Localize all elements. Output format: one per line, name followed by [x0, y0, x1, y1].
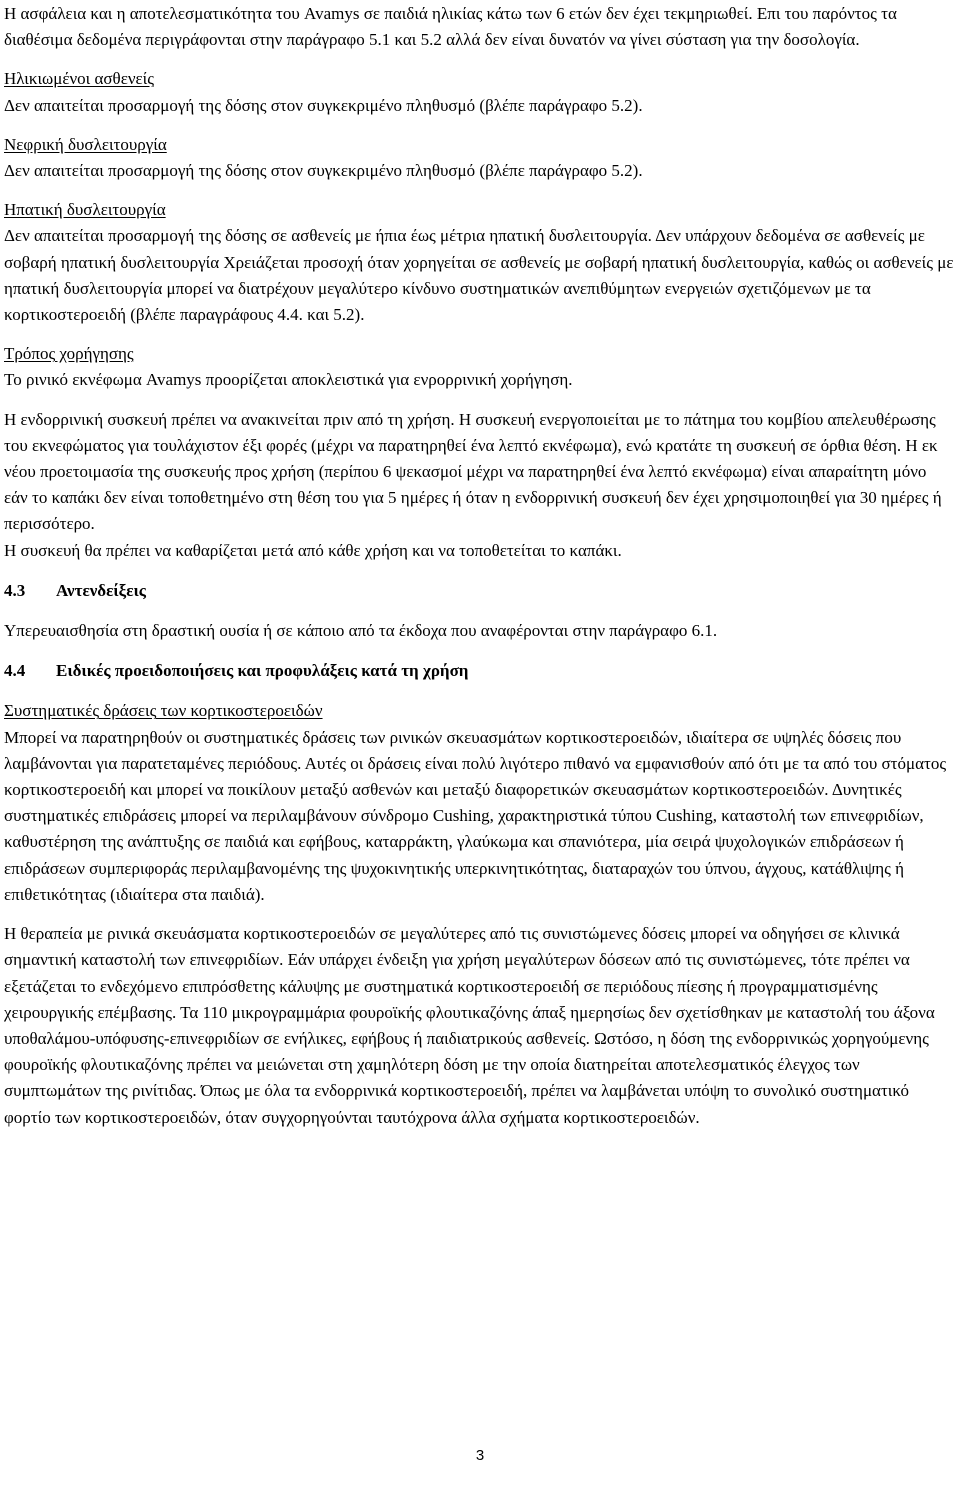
section-4-4-number: 4.4: [4, 661, 26, 681]
paragraph-device: Η ενδορρινική συσκευή πρέπει να ανακινείται πριν από τη χρήση. Η συσκευή ενεργοποιείται με το πάτημα του κομβίου απελευθέρωσης του εκνεφώματος για τουλάχιστον έξι φορές (μέχρι να παρατηρηθεί ένα λεπτό εκνέφωμα), ενώ κρατάτε τη συσκευή σε όρθια θέση. Η εκ νέου προετοιμασία της συσκευής προς χρήση (περίπου 6 ψεκασμοί μέχρι να παρατηρηθεί ένα λεπτό εκνέφωμα) είναι απαραίτητη μόνο εάν το καπάκι δεν είναι τοποθετημένο στη θέση του για 5 ημέρες ή όταν η ενδορρινική συσκευή δεν έχει χρησιμοποιηθεί για 30 ημέρες ή περισσότερο.: [4, 409, 942, 534]
heading-administration-text: Τρόπος χορήγησης: [4, 344, 134, 364]
paragraph-pediatric: Η ασφάλεια και η αποτελεσματικότητα του Avamys σε παιδιά ηλικίας κάτω των 6 ετών δεν έχει τεκμηριωθεί. Επι του παρόντος τα διαθέσιμα δεδομένα περιγράφονται στην παράγραφο 5.1 και 5.2 αλλά δεν είναι δυνατόν να γίνει σύσταση για την δοσολογία.: [4, 4, 897, 50]
paragraph-hepatic: Δεν απαιτείται προσαρμογή της δόσης σε ασθενείς με ήπια έως μέτρια ηπατική δυσλειτουργία. Δεν υπάρχουν δεδομένα σε ασθενείς με σοβαρή ηπατική δυσλειτουργία Χρειάζεται προσοχή όταν χορηγείται σε ασθενείς με σοβαρή ηπατική δυσλειτουργία, καθώς οι ασθενείς με ηπατική δυσλειτουργία μπορεί να διατρέχουν μεγαλύτερο κίνδυνο συστηματικών ανεπιθύμητων ενεργειών σχετιζόμενων με τα κορτικοστεροειδή (βλέπε παραγράφους 4.4. και 5.2).: [4, 226, 954, 325]
heading-hepatic-text: Ηπατική δυσλειτουργία: [4, 200, 166, 220]
heading-administration: [4, 341, 954, 367]
heading-hepatic: [4, 197, 954, 223]
paragraph-elderly: Δεν απαιτείται προσαρμογή της δόσης στον συγκεκριμένο πληθυσμό (βλέπε παράγραφο 5.2).: [4, 95, 643, 115]
heading-systemic-effects: [4, 698, 954, 724]
paragraph-adrenal-suppression: Η θεραπεία με ρινικά σκευάσματα κορτικοστεροειδών σε μεγαλύτερες από τις συνιστώμενες δόσεις μπορεί να οδηγήσει σε κλινικά σημαντική καταστολή των επινεφριδίων. Εάν υπάρχει ένδειξη για χρήση μεγαλύτερων δόσεων από τις συνιστώμενες, τότε πρέπει να εξετάζεται το ενδεχόμενο επιπρόσθετης κάλυψης με συστηματικά κορτικοστεροειδή σε περιόδους πίεσης ή προγραμματισμένης χειρουργικής επέμβασης. Τα 110 μικρογραμμάρια φουροϊκής φλουτικαζόνης άπαξ ημερησίως δεν σχετίσθηκαν με καταστολή του άξονα υποθαλάμου-υπόφυσης-επινεφριδίων σε ενήλικες, εφήβους ή παιδιατρικούς ασθενείς. Ωστόσο, η δόση της ενδορρινικώς χορηγούμενης φουροϊκής φλουτικαζόνης πρέπει να μειώνεται στη χαμηλότερη δόση με την οποία διατηρείται αποτελεσματικός έλεγχος των συμπτωμάτων της ρινίτιδας. Όπως με όλα τα ενδορρινικά κορτικοστεροειδή, πρέπει να λαμβάνεται υπόψη το συνολικό συστηματικό φορτίο των κορτικοστεροειδών, όταν συγχορηγούνται ταυτόχρονα άλλα σχήματα κορτικοστεροειδών.: [4, 924, 935, 1127]
paragraph-administration: Το ρινικό εκνέφωμα Avamys προορίζεται αποκλειστικά για ενρορρινική χορήγηση.: [4, 370, 573, 390]
heading-elderly-text: Ηλικιωμένοι ασθενείς: [4, 69, 154, 89]
heading-elderly: [4, 66, 954, 92]
heading-systemic-effects-text: Συστηματικές δράσεις των κορτικοστεροειδών: [4, 701, 323, 721]
paragraph-renal: Δεν απαιτείται προσαρμογή της δόσης στον συγκεκριμένο πληθυσμό (βλέπε παράγραφο 5.2).: [4, 161, 643, 181]
heading-renal-text: Νεφρική δυσλειτουργία: [4, 134, 167, 154]
page-text: [4, 1, 954, 1131]
heading-renal: [4, 132, 954, 158]
paragraph-systemic-effects: Μπορεί να παρατηρηθούν οι συστηματικές δράσεις των ρινικών σκευασμάτων κορτικοστεροειδών, ιδιαίτερα σε υψηλές δόσεις που λαμβάνονται για παρατεταμένες περιόδους. Αυτές οι δράσεις είναι πολύ λιγότερο πιθανό να εμφανισθούν από ότι με τα από του στόματος κορτικοστεροειδή και μπορεί να ποικίλουν μεταξύ ασθενών και μεταξύ διαφορετικών σκευασμάτων κορτικοστεροειδών. Δυνητικές συστηματικές επιδράσεις μπορεί να περιλαμβάνουν σύνδρομο Cushing, χαρακτηριστικά τύπου Cushing, καταστολή των επινεφριδίων, καθυστέρηση της ανάπτυξης σε παιδιά και εφήβους, καταρράκτη, γλαύκωμα και σπανιότερα, μία σειρά ψυχολογικών επιδράσεων ή επιδράσεων συμπεριφοράς περιλαμβανομένης της ψυχοκινητικής υπερκινητικότητας, διαταραχών του ύπνου, άγχους, κατάθλιψης ή επιθετικότητας (ιδιαίτερα στα παιδιά).: [4, 727, 947, 904]
section-4-4-heading: [4, 658, 954, 684]
paragraph-contraindications: Υπερευαισθησία στη δραστική ουσία ή σε κάποιο από τα έκδοχα που αναφέρονται στην παράγραφο 6.1.: [4, 621, 718, 641]
page-number: 3: [475, 1447, 485, 1464]
section-4-4-title: Ειδικές προειδοποιήσεις και προφυλάξεις κατά τη χρήση: [56, 661, 469, 681]
section-4-3-number: 4.3: [4, 580, 26, 600]
section-4-3-title: Αντενδείξεις: [56, 580, 146, 600]
section-4-3-heading: [4, 578, 954, 604]
paragraph-cleaning: Η συσκευή θα πρέπει να καθαρίζεται μετά από κάθε χρήση και να τοποθετείται το καπάκι.: [4, 540, 622, 560]
